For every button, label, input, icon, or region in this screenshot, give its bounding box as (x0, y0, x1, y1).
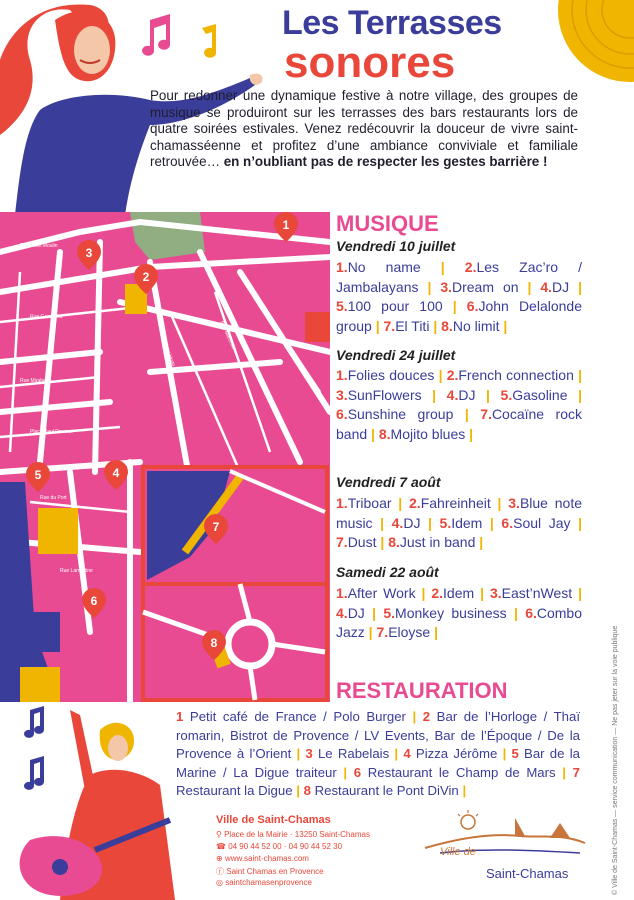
poster-title: Les Terrasses (282, 4, 502, 42)
separator: | (372, 514, 392, 531)
band-item-name: Dust (347, 534, 377, 550)
separator: | (376, 534, 389, 550)
credit-vertical-text: © Ville de Saint-Chamas — service communication — Ne pas jeter sur la voie publique (612, 625, 619, 895)
band-item (336, 534, 376, 550)
day-program-1 (336, 258, 582, 336)
separator: | (415, 585, 432, 601)
band-item-name: Sunshine group (347, 406, 454, 422)
day-title-4: Samedi 22 août (336, 564, 439, 580)
band-item (336, 406, 453, 422)
band-item-name: SunFlowers (347, 386, 422, 403)
separator: | (497, 746, 512, 761)
separator: | (453, 406, 481, 422)
band-item-name: Mojito blues (390, 425, 466, 442)
phone-icon: ☎ (216, 842, 229, 851)
restaurant-item-number: 5 (511, 746, 519, 761)
street-label: Rue Mirabeau (20, 378, 52, 384)
separator: | (475, 534, 484, 550)
poster-title-sonores: sonores (284, 38, 456, 87)
separator: | (430, 624, 439, 640)
separator: | (465, 425, 474, 442)
separator: | (371, 317, 384, 334)
band-item-name: Idem (451, 514, 483, 531)
separator: | (499, 317, 508, 334)
band-item-number: 8. (441, 317, 453, 334)
separator: | (474, 585, 490, 601)
band-item-name: Folies douces (347, 367, 435, 383)
band-item-number: 2. (464, 259, 477, 275)
band-item-name: Idem (443, 585, 475, 601)
separator: | (291, 746, 306, 761)
separator: | (418, 278, 441, 295)
band-item-number: 6. (336, 406, 348, 422)
separator: | (405, 709, 423, 724)
band-item-name: No limit (452, 317, 500, 334)
logo-ville-de: Ville de (440, 846, 476, 858)
footer-web[interactable] (216, 854, 309, 863)
vinyl-record-icon (540, 0, 634, 90)
band-item (441, 318, 499, 334)
restaurant-item-number: 2 (422, 709, 431, 724)
band-item (336, 605, 365, 621)
band-item (440, 279, 518, 295)
band-item-number: 3. (440, 278, 452, 295)
band-item-number: 5. (336, 298, 348, 314)
band-item-number: 7. (383, 317, 396, 334)
band-item-number: 4. (540, 278, 553, 295)
band-item-number: 1. (336, 495, 348, 511)
footer-instagram[interactable] (216, 878, 312, 887)
restaurant-item-number: 8 (303, 783, 311, 798)
day-program-2 (336, 366, 582, 444)
restaurant-item-name: Bar de l’Horloge / Thaï romarin, Bistrot de Provence / LV Events, Bar de l’Époque / De la Provence à l’Orient (176, 709, 580, 761)
guitarist-illustration (0, 690, 200, 900)
band-item (336, 585, 416, 601)
band-item-number: 6. (501, 514, 514, 531)
restauration-heading: RESTAURATION (336, 678, 508, 703)
footer-address (216, 830, 370, 839)
restaurant-item-number: 3 (305, 746, 313, 761)
band-item-name: El Titi (395, 317, 430, 334)
band-item-number: 1. (336, 367, 348, 383)
band-item-name: Cocaïne rock band (336, 406, 583, 442)
separator: | (364, 624, 377, 640)
band-item-number: 2. (446, 367, 459, 383)
street-label: Rue du Port (40, 495, 67, 501)
street-label: Rue Gambetta (30, 314, 63, 320)
band-item-name: Dream on (452, 278, 519, 295)
footer-facebook[interactable] (216, 866, 324, 877)
separator: | (420, 514, 440, 531)
band-item-name: Les Zac’ro / Jambalayans (336, 259, 583, 295)
band-item-name: Blue note music (336, 495, 582, 531)
restauration-list (176, 708, 580, 801)
band-item (336, 495, 392, 511)
band-item (336, 387, 422, 403)
restaurant-item (304, 783, 459, 798)
band-item-name: 100 pour 100 (347, 298, 443, 314)
restaurant-item-number: 7 (572, 764, 580, 780)
separator: | (518, 278, 541, 295)
footer-phone-text: 04 90 44 52 00 · 04 90 44 52 30 (228, 842, 343, 851)
street-label: Place Paul Doumer (30, 429, 74, 435)
band-item-number: 5. (439, 514, 452, 531)
band-item (336, 367, 434, 383)
band-item (336, 259, 421, 275)
band-item-number: 7. (376, 624, 389, 640)
music-heading: MUSIQUE (336, 211, 439, 236)
street-label: Rue Jean Moulin (20, 243, 58, 249)
band-item-number: 3. (508, 495, 520, 511)
intro-bold-text: en n’oubliant pas de respecter les gestes barrière ! (223, 154, 548, 169)
band-item (540, 279, 569, 295)
band-item-number: 2. (409, 495, 421, 511)
band-item-number: 7. (336, 534, 348, 550)
band-item (392, 515, 421, 531)
band-item-name: Eloyse (388, 624, 431, 640)
separator: | (420, 259, 465, 275)
restaurant-item-number: 6 (353, 764, 362, 780)
band-item-name: Combo Jazz (336, 604, 583, 640)
band-item-number: 4. (446, 386, 459, 403)
day-program-4 (336, 584, 582, 643)
map-marker-label-1: 1 (282, 218, 290, 232)
footer-org-name: Ville de Saint-Chamas (216, 814, 331, 826)
separator: | (482, 514, 502, 531)
band-item (431, 585, 474, 601)
street-label: Rue Marceau (218, 320, 237, 351)
band-item-name: Monkey business (395, 604, 507, 621)
globe-icon: ⊕ (216, 854, 225, 863)
band-item-number: 5. (500, 386, 513, 403)
band-item (384, 318, 430, 334)
restaurant-item-name: Restaurant le Pont DiVin (310, 783, 459, 798)
map-marker-label-6: 6 (90, 594, 98, 608)
street-label: Rue Victor Hugo (158, 330, 177, 368)
band-item-name: Just in band (399, 534, 476, 550)
intro-paragraph (150, 88, 578, 171)
separator: | (569, 278, 583, 295)
separator: | (421, 386, 447, 403)
separator: | (458, 783, 467, 798)
restaurant-item-name: Petit café de France / Polo Burger (183, 709, 406, 724)
band-item (440, 515, 483, 531)
band-item (379, 426, 465, 442)
map-marker-label-8: 8 (210, 636, 218, 650)
band-item (501, 515, 570, 531)
band-item-number: 8. (378, 425, 391, 442)
separator: | (475, 386, 501, 403)
band-item (490, 585, 572, 601)
band-item (409, 495, 491, 511)
map-marker-label-7: 7 (212, 520, 220, 534)
map-marker-label-5: 5 (34, 468, 42, 482)
street-label: Rue Lamartine (60, 568, 93, 574)
band-item (447, 387, 476, 403)
separator: | (572, 585, 583, 601)
separator: | (490, 495, 509, 511)
separator: | (292, 783, 304, 798)
map-marker-label-3: 3 (85, 246, 93, 260)
band-item-number: 8. (388, 534, 400, 550)
band-item-number: 7. (480, 406, 492, 422)
intro-text: Pour redonner une dynamique festive à notre village, des groupes de musique se produiront sur les terrasses des bars restaurants lors de quatre soirées estivales. Venez redécouvrir la douceur de vivre saint-chamasséenne et profitez d’une ambiance conviviale et familiale retrouvée… (150, 88, 578, 169)
band-item-name: Soul Jay (513, 514, 571, 531)
map-marker-label-2: 2 (142, 270, 150, 284)
day-title-2: Vendredi 24 juillet (336, 347, 456, 363)
separator: | (570, 514, 582, 531)
map-marker-label-4: 4 (112, 466, 120, 480)
band-item-name: Triboar (347, 495, 392, 511)
band-item-name: DJ (403, 514, 421, 531)
band-item (501, 387, 568, 403)
separator: | (391, 495, 410, 511)
location-icon: ⚲ (216, 830, 225, 839)
separator: | (367, 425, 379, 442)
separator: | (506, 604, 526, 621)
band-item-name: East’nWest (501, 585, 573, 601)
music-notes-icon (140, 8, 230, 68)
separator: | (442, 298, 467, 314)
restaurant-item-name: Restaurant le Champ de Mars (361, 764, 556, 780)
footer-phone (216, 842, 342, 851)
restaurant-item (305, 746, 389, 761)
village-map (0, 212, 330, 702)
band-item-name: Fahreinheit (420, 495, 491, 511)
restaurant-item-name: Pizza Jérôme (410, 746, 498, 761)
band-item-number: 4. (336, 604, 348, 621)
band-item-number: 3. (336, 386, 348, 403)
band-item-name: DJ (552, 278, 570, 295)
band-item-number: 6. (525, 604, 537, 621)
band-item-number: 1. (336, 259, 348, 275)
band-item-number: 3. (489, 585, 502, 601)
band-item (447, 367, 574, 383)
separator: | (364, 604, 384, 621)
restaurant-item-number: 4 (403, 746, 411, 761)
restaurant-item-number: 1 (176, 709, 184, 724)
band-item-number: 2. (431, 585, 444, 601)
band-item (336, 298, 443, 314)
separator: | (389, 746, 404, 761)
band-item-number: 4. (391, 514, 404, 531)
restaurant-item-name: Bar de la Marine / La Digue traiteur (176, 746, 580, 780)
separator: | (567, 386, 582, 403)
band-item-name: John Delalonde group (336, 298, 582, 334)
band-item-name: No name (347, 259, 421, 275)
restaurant-item-name: Le Rabelais (312, 746, 390, 761)
band-item (383, 605, 506, 621)
separator: | (336, 764, 354, 780)
restaurant-item (354, 765, 556, 780)
separator: | (429, 317, 442, 334)
instagram-icon: ◎ (216, 878, 226, 887)
day-title-1: Vendredi 10 juillet (336, 238, 456, 254)
facebook-icon: ⓕ (216, 867, 227, 876)
band-item-number: 5. (383, 604, 396, 621)
band-item-number: 6. (466, 298, 479, 314)
separator: | (555, 764, 573, 780)
band-item (377, 624, 431, 640)
footer-instagram-text[interactable]: saintchamasenprovence (225, 878, 312, 887)
separator: | (573, 367, 582, 383)
band-item-name: DJ (347, 604, 365, 621)
separator: | (434, 367, 447, 383)
day-program-3 (336, 494, 582, 553)
band-item-name: Gasoline (512, 386, 568, 403)
day-title-3: Vendredi 7 août (336, 474, 441, 490)
restaurant-item (403, 746, 497, 761)
band-item-name: After Work (347, 585, 416, 601)
band-item (388, 534, 475, 550)
band-item-name: French connection (458, 367, 574, 383)
footer-web-text[interactable]: www.saint-chamas.com (224, 854, 309, 863)
footer-address-text: Place de la Mairie · 13250 Saint-Chamas (224, 830, 370, 839)
restaurant-item (176, 709, 406, 724)
band-item-number: 1. (336, 585, 348, 601)
logo-saint-chamas: Saint-Chamas (486, 866, 569, 881)
footer-facebook-text[interactable]: Saint Chamas en Provence (226, 867, 324, 876)
restaurant-item-name: Restaurant la Digue (176, 783, 293, 798)
band-item-name: DJ (458, 386, 476, 403)
